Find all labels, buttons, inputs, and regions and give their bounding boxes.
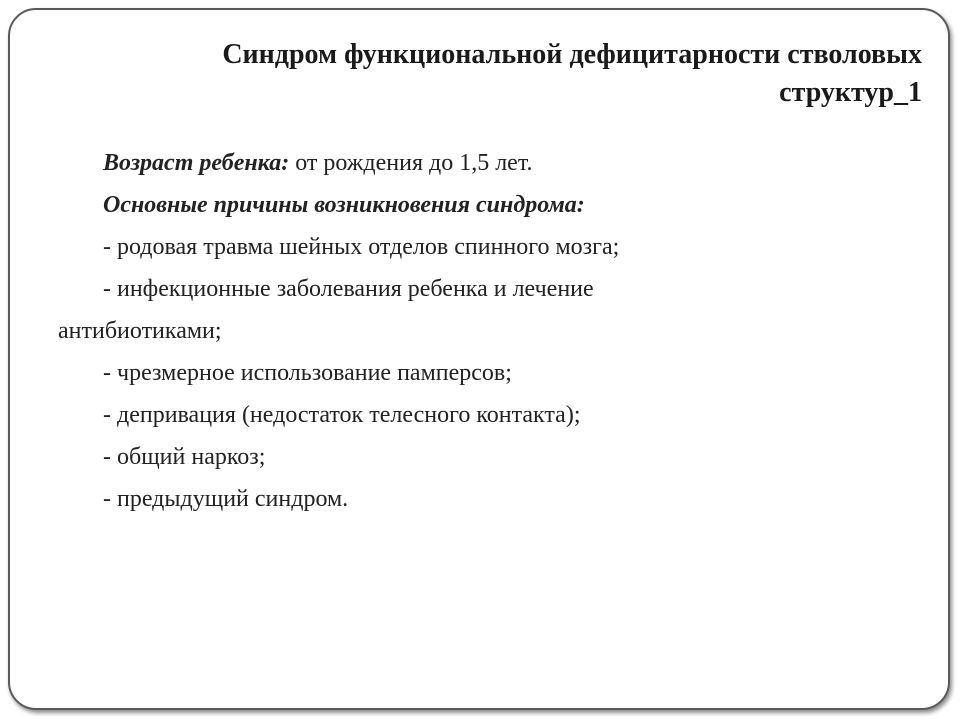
list-item: - общий наркоз; [103,444,266,470]
title-line-2: структур_1 [779,77,922,108]
list-item: - депривация (недостаток телесного контакта); [103,402,581,428]
title-line-1: Синдром функциональной дефицитарности стволовых [222,39,922,70]
list-item: - предыдущий синдром. [103,486,349,512]
list-item-continuation: антибиотиками; [58,318,222,344]
list-item: - чрезмерное использование памперсов; [103,360,512,386]
age-line [58,142,878,184]
list-item: - родовая травма шейных отделов спинного мозга; [103,234,620,260]
list-item: - инфекционные заболевания ребенка и лечение [103,276,594,302]
age-value: от рождения до 1,5 лет. [289,150,533,176]
slide-body [58,142,878,520]
age-label: Возраст ребенка: [103,150,290,176]
causes-heading: Основные причины возникновения синдрома: [103,192,585,218]
slide-title [102,36,922,112]
